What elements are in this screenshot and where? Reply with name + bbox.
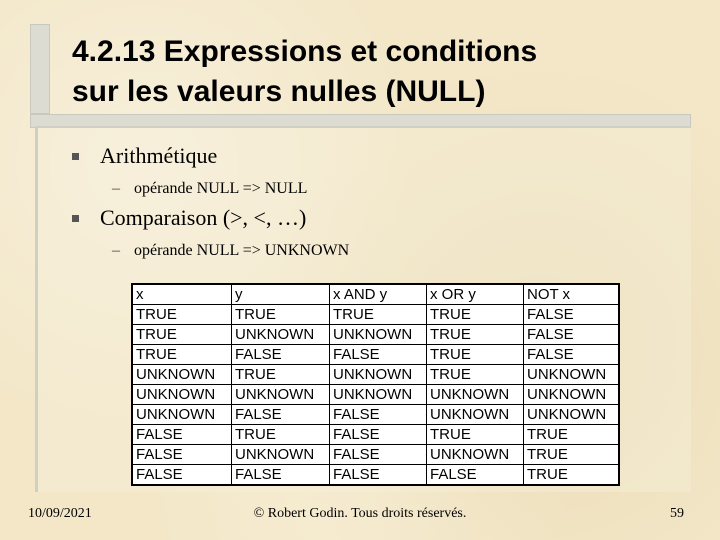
square-bullet-icon <box>72 153 79 160</box>
table-cell: TRUE <box>524 465 620 486</box>
sub-bullet-text: opérande NULL => NULL <box>134 180 308 197</box>
bullet-text: Comparaison (>, <, …) <box>100 205 307 230</box>
table-cell: TRUE <box>427 425 524 445</box>
table-cell: UNKNOWN <box>330 385 427 405</box>
table-cell: TRUE <box>330 305 427 325</box>
table-cell: TRUE <box>427 305 524 325</box>
table-cell: UNKNOWN <box>524 405 620 425</box>
table-cell: UNKNOWN <box>427 405 524 425</box>
table-cell: FALSE <box>330 445 427 465</box>
table-row <box>132 425 619 445</box>
title-accent-vertical <box>30 24 50 114</box>
table-cell: FALSE <box>427 465 524 486</box>
table-cell: TRUE <box>232 305 330 325</box>
truth-table-body <box>132 305 619 486</box>
table-row <box>132 445 619 465</box>
header-or: x OR y <box>427 284 524 305</box>
footer-date: 10/09/2021 <box>28 506 92 521</box>
table-cell: UNKNOWN <box>330 325 427 345</box>
table-cell: UNKNOWN <box>427 445 524 465</box>
table-cell: FALSE <box>330 425 427 445</box>
table-cell: FALSE <box>132 425 232 445</box>
table-cell: FALSE <box>232 405 330 425</box>
table-row <box>132 325 619 345</box>
table-cell: TRUE <box>132 345 232 365</box>
table-cell: FALSE <box>524 345 620 365</box>
table-cell: FALSE <box>232 345 330 365</box>
table-cell: TRUE <box>132 325 232 345</box>
slide-title-line2: sur les valeurs nulles (NULL) <box>72 75 486 108</box>
table-cell: FALSE <box>330 405 427 425</box>
header-and: x AND y <box>330 284 427 305</box>
table-cell: FALSE <box>330 465 427 486</box>
header-x: x <box>132 284 232 305</box>
table-cell: TRUE <box>232 365 330 385</box>
slide-title-line1: 4.2.13 Expressions et conditions <box>72 35 538 68</box>
dash-bullet-icon: – <box>112 242 120 259</box>
table-cell: UNKNOWN <box>232 445 330 465</box>
table-cell: FALSE <box>524 325 620 345</box>
page-number: 59 <box>670 506 684 521</box>
table-cell: TRUE <box>427 345 524 365</box>
table-cell: TRUE <box>524 425 620 445</box>
table-header-row <box>132 284 619 305</box>
table-row <box>132 385 619 405</box>
table-cell: UNKNOWN <box>132 365 232 385</box>
table-cell: UNKNOWN <box>524 365 620 385</box>
footer-copyright: © Robert Godin. Tous droits réservés. <box>253 506 467 521</box>
table-cell: UNKNOWN <box>524 385 620 405</box>
table-cell: FALSE <box>232 465 330 486</box>
table-row <box>132 405 619 425</box>
dash-bullet-icon: – <box>112 180 120 197</box>
square-bullet-icon <box>72 215 79 222</box>
bullet-text: Arithmétique <box>100 143 218 168</box>
sub-bullet-text: opérande NULL => UNKNOWN <box>134 242 350 259</box>
table-cell: UNKNOWN <box>132 405 232 425</box>
table-cell: TRUE <box>132 305 232 325</box>
table-cell: TRUE <box>427 365 524 385</box>
table-cell: UNKNOWN <box>330 365 427 385</box>
table-row <box>132 305 619 325</box>
table-cell: UNKNOWN <box>132 385 232 405</box>
table-cell: UNKNOWN <box>232 325 330 345</box>
table-cell: FALSE <box>132 465 232 486</box>
table-cell: FALSE <box>330 345 427 365</box>
header-y: y <box>232 284 330 305</box>
table-row <box>132 345 619 365</box>
table-cell: UNKNOWN <box>427 385 524 405</box>
slide-title <box>72 32 702 112</box>
table-cell: FALSE <box>524 305 620 325</box>
table-row <box>132 365 619 385</box>
table-cell: TRUE <box>232 425 330 445</box>
header-not: NOT x <box>524 284 620 305</box>
table-row <box>132 465 619 486</box>
table-cell: FALSE <box>132 445 232 465</box>
truth-table <box>131 283 620 486</box>
table-cell: TRUE <box>524 445 620 465</box>
table-cell: TRUE <box>427 325 524 345</box>
table-cell: UNKNOWN <box>232 385 330 405</box>
